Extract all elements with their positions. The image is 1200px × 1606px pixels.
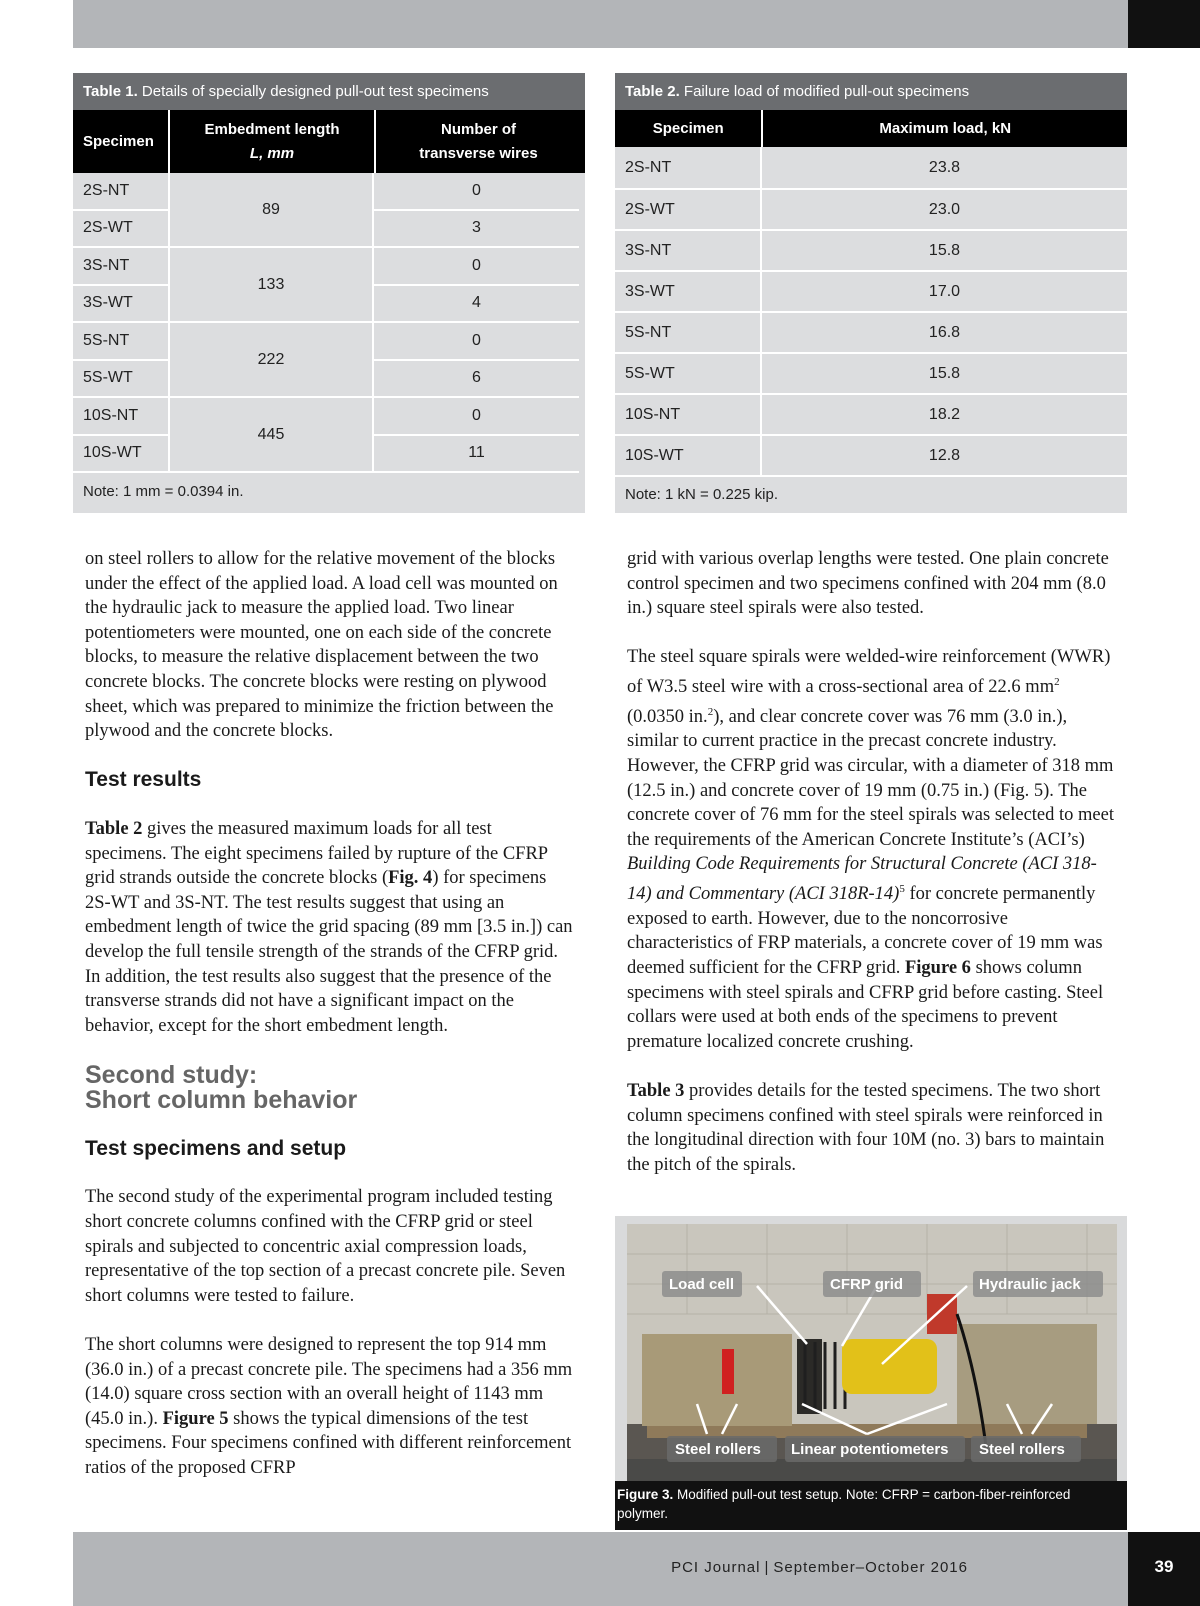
footer-bar <box>73 1532 1128 1606</box>
body-paragraph: grid with various overlap lengths were tested. One plain concrete control specimen and two specimens confined with 204 mm (8.0 in.) square steel spirals were also tested. <box>627 549 1109 619</box>
header-embedment: Embedment length L, mm <box>170 110 376 173</box>
table-row-specimen: 5S-NT <box>73 323 170 361</box>
table-cell-wires: 0 <box>374 173 579 211</box>
table-cell-embedment: 89 <box>170 173 374 248</box>
subsection-heading-setup: Test specimens and setup <box>85 1136 347 1160</box>
footer-journal: PCI Journal | September–October 2016 <box>671 1559 968 1576</box>
table-2 <box>615 73 1127 513</box>
table-row-specimen: 2S-WT <box>73 211 170 249</box>
label-steel-rollers-right: Steel rollers <box>979 1441 1065 1458</box>
table-cell-wires: 0 <box>374 398 579 436</box>
table-row: 2S-WT 23.0 <box>615 190 1127 231</box>
header-specimen: Specimen <box>73 110 170 173</box>
section-heading-test-results: Test results <box>85 768 202 792</box>
table-2-header <box>615 110 1127 147</box>
table-row-specimen: 5S-WT <box>73 361 170 399</box>
table-cell-wires: 3 <box>374 211 579 249</box>
table-row: 3S-NT 15.8 <box>615 231 1127 272</box>
table-row-specimen: 3S-NT <box>73 248 170 286</box>
figure-3-caption: Figure 3. Modified pull-out test setup. Note: CFRP = carbon-fiber-reinforced polymer. <box>615 1481 1127 1530</box>
left-column <box>85 547 575 1505</box>
table-2-note: Note: 1 kN = 0.225 kip. <box>625 486 779 503</box>
table-cell-wires: 4 <box>374 286 579 324</box>
table-row: 10S-NT 18.2 <box>615 395 1127 436</box>
body-paragraph: Table 3 provides details for the tested specimens. The two short column specimens confined with steel spirals were reinforced in the longitudinal direction with four 10M (no. 3) bars to maintain the pitch of the spirals. <box>627 1080 1105 1175</box>
table-row-specimen: 2S-NT <box>73 173 170 211</box>
table-row-specimen: 3S-WT <box>73 286 170 324</box>
header-specimen: Specimen <box>615 110 763 147</box>
label-load-cell: Load cell <box>669 1276 735 1293</box>
table-1-note: Note: 1 mm = 0.0394 in. <box>83 483 244 500</box>
label-linear-potentiometers: Linear potentiometers <box>791 1441 949 1458</box>
header-wires: Number of transverse wires <box>419 120 538 162</box>
body-paragraph: Table 2 gives the measured maximum loads for all test specimens. The eight specimens failed by rupture of the CFRP grid strands outside the concrete blocks (Fig. 4) for specimens 2S-WT and 3S-NT. The test results suggest that using an embedment length of twice the grid spacing (89 mm [3.5 in.]) can develop the full tensile strength of the strands of the CFRP grid. In addition, the test results also suggest that the presence of the transverse strands did not have a significant impact on the behavior, except for the short embedment length. <box>85 818 573 1036</box>
table-cell-embedment: 133 <box>170 248 374 323</box>
body-paragraph: on steel rollers to allow for the relative movement of the blocks under the effect of the applied load. A load cell was mounted on the hydraulic jack to measure the applied load. Two linear potentiometers were mounted, one on each side of the concrete blocks, to measure the relative displacement between the two concrete blocks. The concrete blocks were resting on plywood sheet, which was prepared to minimize the friction between the plywood and the concrete blocks. <box>85 549 558 742</box>
table-row: 5S-NT 16.8 <box>615 313 1127 354</box>
figure-3 <box>615 1216 1127 1530</box>
table-2-caption: Table 2. Failure load of modified pull-out specimens <box>615 73 1127 110</box>
table-cell-wires: 11 <box>374 436 579 474</box>
table-cell-wires: 0 <box>374 248 579 286</box>
header-corner-block <box>1128 0 1200 48</box>
table-row-specimen: 10S-NT <box>73 398 170 436</box>
table-1-body <box>73 173 585 473</box>
table-row: 3S-WT 17.0 <box>615 272 1127 313</box>
table-cell-embedment: 222 <box>170 323 374 398</box>
table-cell-embedment: 445 <box>170 398 374 473</box>
body-paragraph: The second study of the experimental program included testing short concrete columns confined with the CFRP grid or steel spirals and subjected to concentric axial compression loads, representative of the top section of a precast concrete pile. Seven short columns were tested to failure. <box>85 1187 566 1306</box>
label-steel-rollers-left: Steel rollers <box>675 1441 761 1458</box>
header-max-load: Maximum load, kN <box>879 119 1012 137</box>
table-1 <box>73 73 585 513</box>
table-cell-wires: 6 <box>374 361 579 399</box>
body-paragraph: The steel square spirals were welded-wire reinforcement (WWR) of W3.5 steel wire with a cross-sectional area of 22.6 $mm^2$ (0.0350 in.$^2$), and clear concrete cover was 76 mm (3.0 in.), similar to current practice in the precast concrete industry. However, the CFRP grid was circular, with a diameter of 318 mm (12.5 in.) and concrete cover of 19 mm (0.75 in.) (Fig. 5). The concrete cover of 76 mm for the steel spirals was selected to meet the requirements of the American Concrete Institute’s (ACI’s) Building Code Requirements for Structural Concrete (ACI 318-14) and Commentary (ACI 318R-14)$^5$ for concrete permanently exposed to earth. However, due to the noncorrosive characteristics of FRP materials, a concrete cover of 19 mm was deemed sufficient for the CFRP grid. Figure 6 shows column specimens with steel spirals and CFRP grid before casting. Steel collars were used at both ends of the specimens to prevent premature localized concrete crushing. <box>627 647 1114 1052</box>
table-row: 10S-WT 12.8 <box>615 436 1127 477</box>
table-2-body <box>615 147 1127 477</box>
header-bar <box>73 0 1128 48</box>
label-cfrp-grid: CFRP grid <box>830 1276 904 1293</box>
label-hydraulic-jack: Hydraulic jack <box>979 1276 1081 1293</box>
figure-3-photo <box>627 1224 1117 1492</box>
table-row-specimen: 10S-WT <box>73 436 170 474</box>
table-1-caption: Table 1. Details of specially designed pull-out test specimens <box>73 73 585 110</box>
body-paragraph: The short columns were designed to represent the top 914 mm (36.0 in.) of a precast concrete pile. The specimens had a 356 mm (14.0) square cross section with an overall height of 1143 mm (45.0 in.). Figure 5 shows the typical dimensions of the test specimens. Four specimens confined with different reinforcement ratios of the proposed CFRP <box>85 1335 573 1478</box>
table-cell-wires: 0 <box>374 323 579 361</box>
table-row: 2S-NT 23.8 <box>615 147 1127 190</box>
right-column <box>627 547 1117 1202</box>
table-row: 5S-WT 15.8 <box>615 354 1127 395</box>
page-number: 39 <box>1154 1557 1174 1576</box>
section-heading-second-study: Second study: Short column behavior <box>85 1060 358 1114</box>
table-1-header <box>73 110 585 173</box>
